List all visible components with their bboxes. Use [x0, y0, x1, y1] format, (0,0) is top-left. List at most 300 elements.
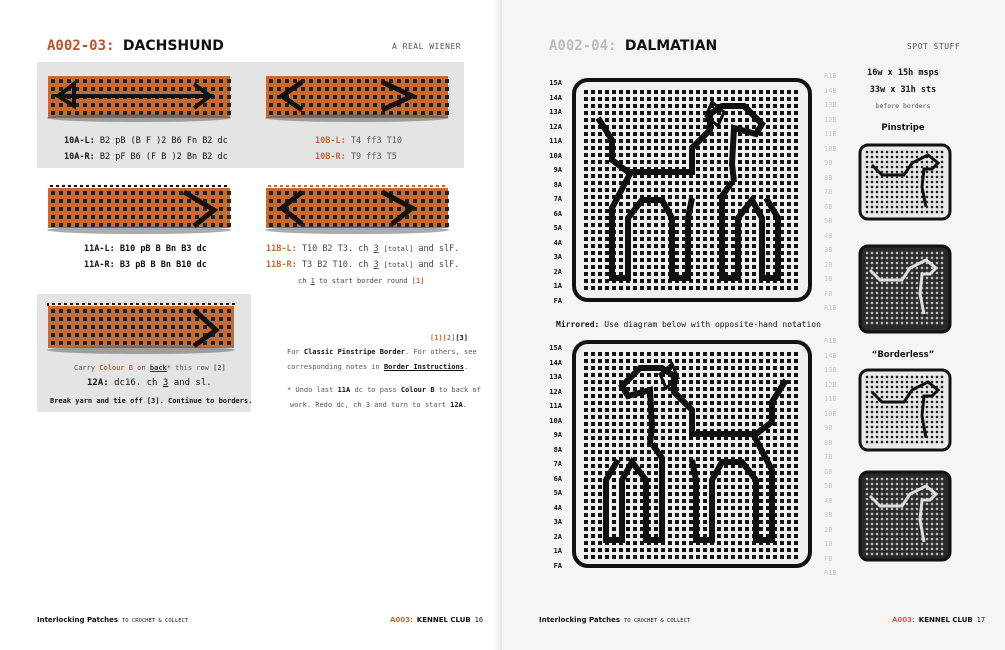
thumb-stitch	[901, 312, 903, 314]
border-instructions-link[interactable]: Border Instructions	[383, 363, 465, 371]
chart-stitch	[633, 258, 637, 262]
thumb-stitch	[931, 543, 933, 545]
chart-stitch	[780, 548, 784, 552]
chart-stitch	[626, 541, 630, 545]
pattern-subtitle: A REAL WIENER	[392, 42, 462, 51]
stitch-dot	[75, 309, 79, 313]
thumb-stitch	[901, 498, 903, 500]
thumb-stitch	[931, 431, 933, 433]
stitch-dot	[317, 95, 321, 99]
stitch-dot	[83, 111, 87, 115]
stitch-dot	[349, 191, 353, 195]
chart-stitch	[591, 478, 595, 482]
thumb-stitch	[931, 391, 933, 393]
chart-stitch	[640, 216, 644, 220]
thumb-stitch	[876, 523, 878, 525]
chart-stitch	[738, 408, 742, 412]
stitch-dot	[147, 103, 151, 107]
chart-stitch	[731, 265, 735, 269]
chart-stitch	[598, 202, 602, 206]
chart-stitch	[759, 394, 763, 398]
thumb-stitch	[941, 302, 943, 304]
chart-stitch	[654, 132, 658, 136]
thumb-stitch	[916, 257, 918, 259]
chart-stitch	[710, 415, 714, 419]
chart-stitch	[584, 258, 588, 262]
thumb-stitch	[891, 307, 893, 309]
thumb-stitch	[941, 441, 943, 443]
chart-stitch	[724, 97, 728, 101]
chart-stitch	[619, 429, 623, 433]
stitch-dot	[59, 103, 63, 107]
row-label-right: 2B	[824, 260, 833, 269]
stitch-dot	[83, 87, 87, 91]
chart-stitch	[703, 464, 707, 468]
chart-stitch	[759, 485, 763, 489]
chart-stitch	[654, 387, 658, 391]
chart-stitch	[717, 153, 721, 157]
chart-stitch	[780, 153, 784, 157]
chart-stitch	[640, 401, 644, 405]
thumb-stitch	[886, 431, 888, 433]
thumb-stitch	[871, 376, 873, 378]
chart-stitch	[703, 359, 707, 363]
chart-stitch	[654, 286, 658, 290]
chart-stitch	[724, 422, 728, 426]
thumb-stitch	[911, 292, 913, 294]
chart-stitch	[780, 408, 784, 412]
thumb-stitch	[921, 211, 923, 213]
thumb-stitch	[891, 518, 893, 520]
note-ref-3: [3]	[455, 334, 468, 342]
chart-stitch	[759, 520, 763, 524]
chart-stitch	[780, 132, 784, 136]
chart-stitch	[731, 387, 735, 391]
chart-stitch	[710, 258, 714, 262]
chart-stitch	[633, 118, 637, 122]
stitch-dot	[107, 199, 111, 203]
thumb-stitch	[916, 548, 918, 550]
chart-stitch	[787, 286, 791, 290]
stitch-dot	[147, 317, 151, 321]
thumb-stitch	[891, 523, 893, 525]
thumb-stitch	[906, 488, 908, 490]
chart-stitch	[745, 380, 749, 384]
row-label-right: 4B	[824, 231, 833, 240]
stitch-dot	[163, 191, 167, 195]
chart-stitch	[696, 464, 700, 468]
chart-stitch	[640, 352, 644, 356]
chart-stitch	[752, 160, 756, 164]
chart-stitch	[745, 394, 749, 398]
thumb-stitch	[896, 186, 898, 188]
chart-stitch	[619, 457, 623, 461]
thumb-stitch	[911, 272, 913, 274]
chart-stitch	[780, 188, 784, 192]
stitch-dot	[115, 215, 119, 219]
thumb-stitch	[866, 166, 868, 168]
chart-stitch	[794, 436, 798, 440]
thumb-stitch	[941, 523, 943, 525]
thumb-stitch	[926, 191, 928, 193]
thumb-stitch	[931, 523, 933, 525]
thumb-stitch	[896, 498, 898, 500]
chart-stitch	[605, 167, 609, 171]
chart-stitch	[731, 237, 735, 241]
thumb-stitch	[886, 553, 888, 555]
chart-stitch	[584, 478, 588, 482]
thumb-stitch	[891, 513, 893, 515]
chart-stitch	[654, 548, 658, 552]
stitch-dot	[421, 79, 425, 83]
thumb-stitch	[926, 386, 928, 388]
thumb-stitch	[936, 257, 938, 259]
chart-stitch	[633, 125, 637, 129]
chart-stitch	[717, 139, 721, 143]
chart-stitch	[689, 125, 693, 129]
pinstripe-heading: Pinstripe	[881, 123, 925, 133]
chart-stitch	[675, 429, 679, 433]
chart-stitch	[745, 195, 749, 199]
chart-stitch	[682, 118, 686, 122]
chart-stitch	[584, 422, 588, 426]
chart-stitch	[745, 139, 749, 143]
chart-stitch	[675, 202, 679, 206]
stitch-dot	[421, 199, 425, 203]
thumb-stitch	[881, 376, 883, 378]
thumb-stitch	[916, 426, 918, 428]
chart-stitch	[738, 415, 742, 419]
thumb-stitch	[876, 416, 878, 418]
chart-stitch	[661, 223, 665, 227]
thumb-stitch	[891, 416, 893, 418]
chart-stitch	[654, 118, 658, 122]
stitch-dot	[171, 87, 175, 91]
thumb-stitch	[931, 416, 933, 418]
chart-stitch	[696, 195, 700, 199]
stitch-dot	[107, 207, 111, 211]
chart-stitch	[731, 118, 735, 122]
stitch-dot	[75, 333, 79, 337]
stitch-dot	[365, 199, 369, 203]
chart-stitch	[591, 464, 595, 468]
thumb-stitch	[871, 312, 873, 314]
thumb-stitch	[906, 381, 908, 383]
thumb-stitch	[876, 156, 878, 158]
chart-stitch	[654, 380, 658, 384]
chart-stitch	[661, 408, 665, 412]
stitch-dot	[51, 341, 55, 345]
stitch-dot	[179, 325, 183, 329]
chart-stitch	[738, 513, 742, 517]
thumb-stitch	[941, 292, 943, 294]
chart-stitch	[584, 443, 588, 447]
thumb-stitch	[866, 523, 868, 525]
stitch-dot	[341, 215, 345, 219]
chart-stitch	[745, 97, 749, 101]
chart-stitch	[794, 352, 798, 356]
chart-stitch	[591, 111, 595, 115]
stitch-dot	[131, 325, 135, 329]
thumb-stitch	[916, 411, 918, 413]
thumb-stitch	[941, 211, 943, 213]
thumb-stitch	[941, 267, 943, 269]
chart-stitch	[654, 401, 658, 405]
thumb-stitch	[916, 538, 918, 540]
chart-stitch	[696, 286, 700, 290]
stitch-dot	[309, 95, 313, 99]
stitch-dot	[293, 111, 297, 115]
chart-stitch	[731, 209, 735, 213]
stitch-dot	[211, 341, 215, 345]
chart-stitch	[738, 153, 742, 157]
stitch-dot	[437, 199, 441, 203]
chart-stitch	[773, 188, 777, 192]
chart-stitch	[752, 223, 756, 227]
chart-stitch	[759, 471, 763, 475]
chart-stitch	[766, 146, 770, 150]
chart-stitch	[605, 181, 609, 185]
stitch-dot	[179, 87, 183, 91]
stitch-dot	[163, 325, 167, 329]
chart-stitch	[752, 237, 756, 241]
row-label-left: 13A	[549, 373, 562, 381]
chart-stitch	[668, 139, 672, 143]
thumb-stitch	[901, 478, 903, 480]
row-label-left: FA	[553, 561, 562, 570]
stitch-dot	[155, 341, 159, 345]
thumb-stitch	[886, 396, 888, 398]
chart-stitch	[598, 174, 602, 178]
chart-stitch	[584, 359, 588, 363]
thumb-stitch	[911, 553, 913, 555]
thumb-stitch	[891, 181, 893, 183]
stitch-dot	[179, 333, 183, 337]
thumb-stitch	[876, 533, 878, 535]
thumb-stitch	[866, 287, 868, 289]
chart-stitch	[689, 499, 693, 503]
chart-stitch	[731, 506, 735, 510]
stitch-dot	[405, 103, 409, 107]
chart-stitch	[661, 401, 665, 405]
chart-stitch	[612, 415, 616, 419]
chart-stitch	[766, 223, 770, 227]
stitch-dot	[357, 215, 361, 219]
chart-stitch	[787, 258, 791, 262]
chart-stitch	[591, 209, 595, 213]
row12a-label: 12A:	[87, 378, 109, 388]
chart-stitch	[654, 104, 658, 108]
thumb-stitch	[941, 483, 943, 485]
row-label-right: 6B	[824, 202, 833, 211]
row11b-r-chain-count: 3	[373, 260, 379, 270]
thumb-stitch	[896, 191, 898, 193]
stitch-dot	[227, 333, 231, 337]
stitch-dot	[269, 223, 273, 227]
chart-stitch	[619, 359, 623, 363]
chart-stitch	[591, 408, 595, 412]
thumb-stitch	[886, 483, 888, 485]
chart-stitch	[759, 352, 763, 356]
thumb-stitch	[886, 533, 888, 535]
chart-stitch	[738, 450, 742, 454]
pattern-subtitle: SPOT STUFF	[907, 42, 961, 51]
chart-stitch	[780, 485, 784, 489]
chart-stitch	[696, 188, 700, 192]
chart-stitch	[696, 132, 700, 136]
thumb-stitch	[896, 431, 898, 433]
stitch-dot	[147, 79, 151, 83]
thumb-stitch	[921, 391, 923, 393]
thumb-stitch	[896, 171, 898, 173]
stitch-dot	[195, 333, 199, 337]
chart-stitch	[661, 258, 665, 262]
chart-stitch	[682, 352, 686, 356]
chart-stitch	[682, 408, 686, 412]
chart-stitch	[703, 415, 707, 419]
thumb-stitch	[941, 503, 943, 505]
chart-stitch	[780, 478, 784, 482]
chart-stitch	[605, 216, 609, 220]
pattern-name: DACHSHUND	[122, 38, 224, 54]
chart-stitch	[787, 174, 791, 178]
chart-stitch	[619, 286, 623, 290]
break-yarn-note: Break yarn and tie off [3]. Continue to borders.	[50, 397, 253, 405]
stitch-dot	[59, 199, 63, 203]
thumb-stitch	[901, 411, 903, 413]
thumb-stitch	[891, 252, 893, 254]
chart-stitch	[745, 422, 749, 426]
chart-stitch	[689, 139, 693, 143]
chart-stitch	[738, 111, 742, 115]
stitch-dot	[163, 103, 167, 107]
chart-stitch	[591, 380, 595, 384]
chart-stitch	[766, 118, 770, 122]
chart-stitch	[752, 450, 756, 454]
thumb-stitch	[941, 176, 943, 178]
thumb-stitch	[891, 528, 893, 530]
pattern-code: A002-04:	[549, 38, 617, 54]
stitch-dot	[381, 95, 385, 99]
chart-stitch	[668, 90, 672, 94]
chart-stitch	[759, 139, 763, 143]
chart-stitch	[696, 279, 700, 283]
chart-stitch	[794, 359, 798, 363]
chart-stitch	[703, 527, 707, 531]
thumb-stitch	[871, 528, 873, 530]
stitch-dot	[211, 103, 215, 107]
stitch-dot	[59, 223, 63, 227]
row-label-left: 1A	[553, 282, 562, 290]
thumb-stitch	[871, 257, 873, 259]
chart-stitch	[598, 485, 602, 489]
chart-stitch	[591, 527, 595, 531]
chart-stitch	[745, 492, 749, 496]
row11b-l-chain-count: 3	[373, 244, 379, 254]
chart-stitch	[640, 359, 644, 363]
thumb-stitch	[901, 523, 903, 525]
thumb-stitch	[926, 528, 928, 530]
chart-stitch	[745, 485, 749, 489]
thumb-stitch	[896, 257, 898, 259]
stitch-dot	[147, 207, 151, 211]
stitch-dot	[155, 317, 159, 321]
thumb-stitch	[866, 488, 868, 490]
chart-stitch	[752, 146, 756, 150]
chart-stitch	[759, 415, 763, 419]
chart-stitch	[703, 265, 707, 269]
chart-stitch	[794, 181, 798, 185]
thumb-stitch	[866, 548, 868, 550]
chart-stitch	[612, 478, 616, 482]
thumb-stitch	[881, 513, 883, 515]
chart-stitch	[626, 160, 630, 164]
chart-stitch	[661, 97, 665, 101]
row11b-l-label: 11B-L:	[266, 244, 297, 254]
chart-stitch	[766, 555, 770, 559]
chart-stitch	[745, 359, 749, 363]
row-label-left: 12A	[549, 122, 562, 131]
thumb-stitch	[911, 151, 913, 153]
stitch-dot	[325, 215, 329, 219]
thumb-stitch	[931, 312, 933, 314]
chart-stitch	[640, 429, 644, 433]
chart-stitch	[591, 104, 595, 108]
chart-stitch	[591, 195, 595, 199]
chart-stitch	[738, 118, 742, 122]
thumb-stitch	[911, 426, 913, 428]
chart-stitch	[689, 104, 693, 108]
thumb-stitch	[901, 191, 903, 193]
thumb-stitch	[941, 421, 943, 423]
chart-stitch	[640, 209, 644, 213]
thumb-stitch	[891, 302, 893, 304]
thumb-stitch	[906, 196, 908, 198]
thumb-stitch	[866, 513, 868, 515]
thumb-stitch	[906, 161, 908, 163]
thumb-stitch	[886, 508, 888, 510]
stitch-dot	[123, 325, 127, 329]
thumb-stitch	[941, 307, 943, 309]
stitch-dot	[309, 223, 313, 227]
stitch-dot	[51, 223, 55, 227]
thumb-stitch	[901, 533, 903, 535]
chart-stitch	[780, 352, 784, 356]
chart-stitch	[731, 373, 735, 377]
thumb-stitch	[881, 508, 883, 510]
thumb-stitch	[941, 508, 943, 510]
stitch-dot	[59, 207, 63, 211]
thumb-stitch	[891, 376, 893, 378]
thumb-stitch	[896, 538, 898, 540]
chart-stitch	[675, 118, 679, 122]
chart-stitch	[787, 132, 791, 136]
row-label-right: 3B	[824, 511, 833, 519]
thumb-stitch	[926, 186, 928, 188]
thumb-stitch	[866, 156, 868, 158]
chart-stitch	[745, 443, 749, 447]
thumb-stitch	[896, 478, 898, 480]
chart-stitch	[647, 471, 651, 475]
chart-stitch	[668, 555, 672, 559]
stitch-dot	[365, 207, 369, 211]
chart-stitch	[626, 534, 630, 538]
chart-stitch	[647, 555, 651, 559]
chart-stitch	[598, 387, 602, 391]
chart-stitch	[633, 415, 637, 419]
row11a-instructions	[84, 241, 207, 273]
right-page	[502, 0, 1005, 650]
